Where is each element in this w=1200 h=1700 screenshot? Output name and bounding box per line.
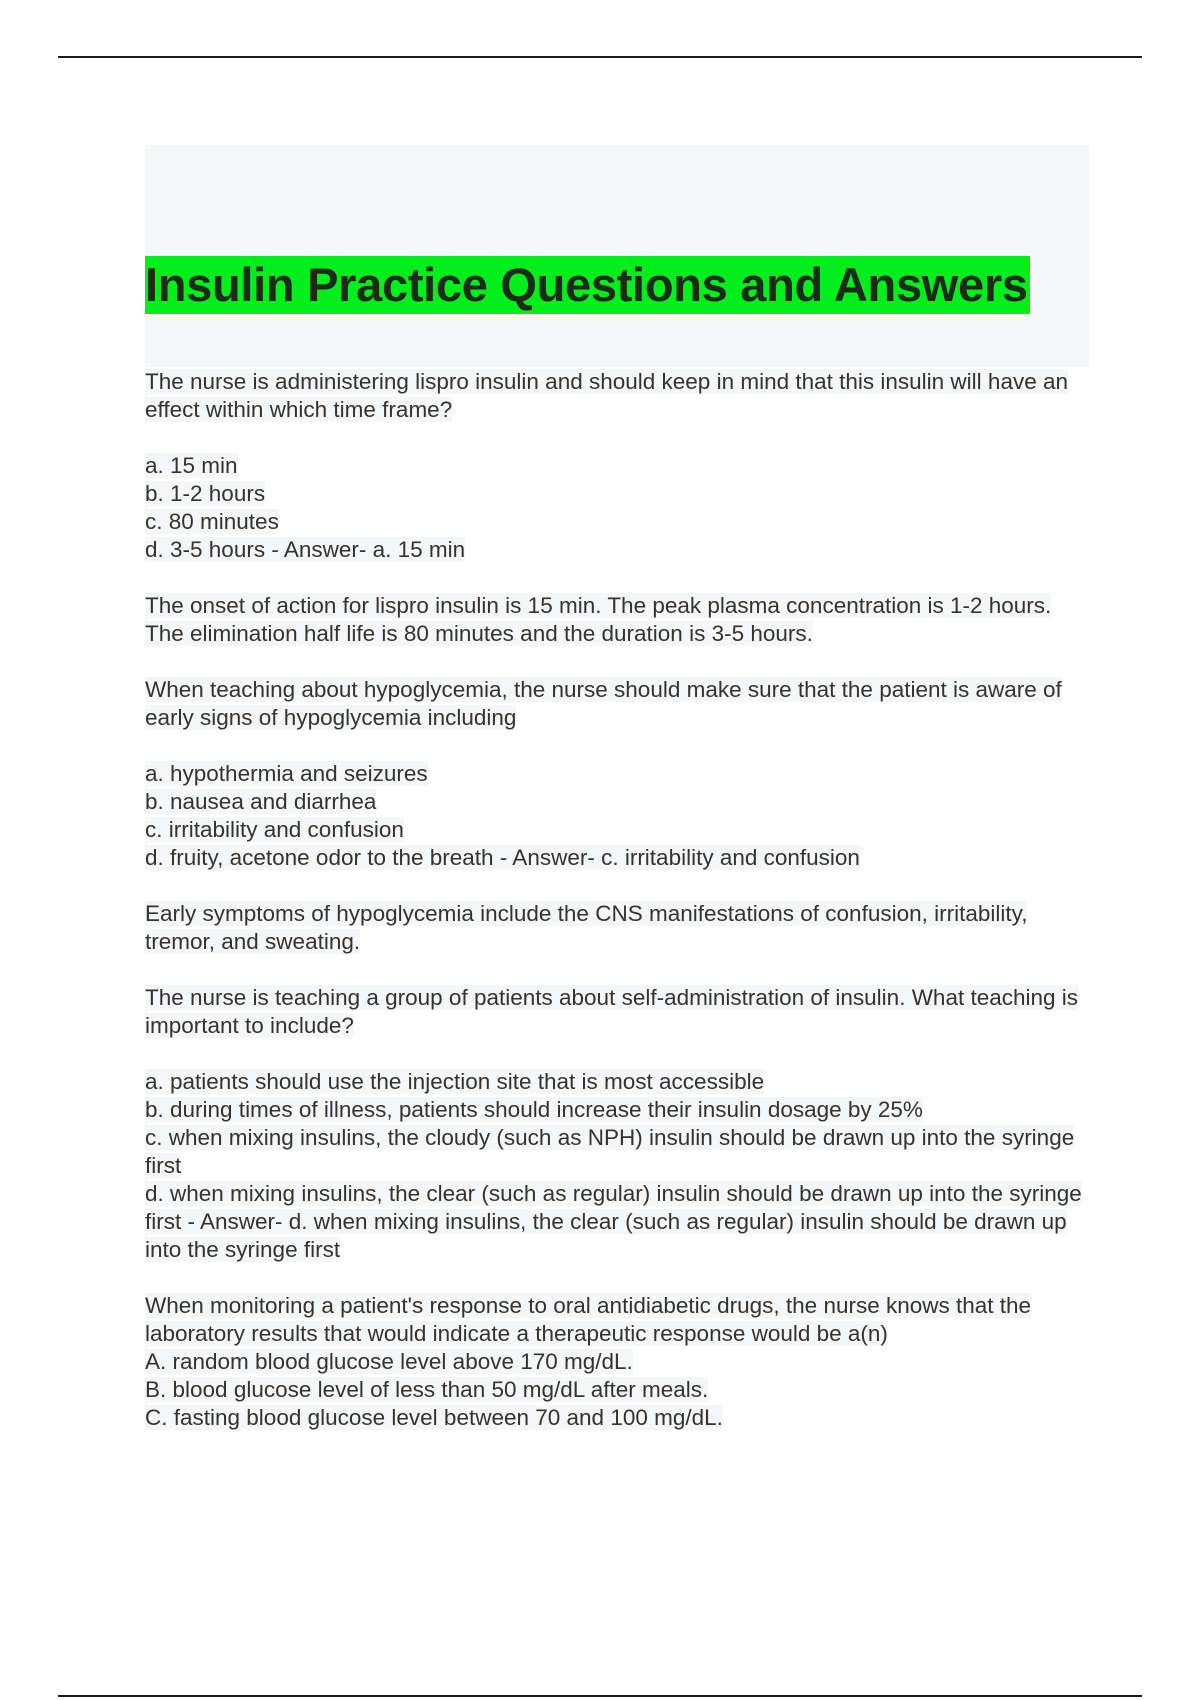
option-item: a. hypothermia and seizures (145, 761, 428, 786)
rationale-2-text: Early symptoms of hypoglycemia include the CNS manifestations of confusion, irritability, tremor, and sweating. (145, 901, 1028, 954)
question-3-options (145, 1068, 1085, 1264)
option-item-answer: d. when mixing insulins, the clear (such as regular) insulin should be drawn up into the syringe first - Answer- d. when mixing insulins, the clear (such as regular) insulin should be drawn up into the syringe first (145, 1181, 1082, 1262)
question-1-options (145, 452, 1085, 564)
option-item: c. irritability and confusion (145, 817, 404, 842)
bottom-rule (58, 1695, 1142, 1697)
question-2-options (145, 760, 1085, 872)
question-4-text: When monitoring a patient's response to oral antidiabetic drugs, the nurse knows that the laboratory results that would indicate a therapeutic response would be a(n) (145, 1293, 1032, 1346)
rationale-1 (145, 592, 1085, 648)
document-body (145, 368, 1085, 1460)
rationale-2 (145, 900, 1085, 956)
option-item: c. when mixing insulins, the cloudy (such as NPH) insulin should be drawn up into the syringe first (145, 1125, 1075, 1178)
option-item: a. 15 min (145, 453, 238, 478)
option-item: C. fasting blood glucose level between 70 and 100 mg/dL. (145, 1405, 723, 1430)
option-item-answer: d. fruity, acetone odor to the breath - Answer- c. irritability and confusion (145, 845, 860, 870)
option-item: c. 80 minutes (145, 509, 279, 534)
option-item: a. patients should use the injection site that is most accessible (145, 1069, 765, 1094)
option-item: b. nausea and diarrhea (145, 789, 377, 814)
option-item: B. blood glucose level of less than 50 mg/dL after meals. (145, 1377, 709, 1402)
question-4 (145, 1292, 1085, 1348)
option-item: b. during times of illness, patients should increase their insulin dosage by 25% (145, 1097, 923, 1122)
question-1-text: The nurse is administering lispro insulin and should keep in mind that this insulin will have an effect within which time frame? (145, 369, 1068, 422)
question-2 (145, 676, 1085, 732)
question-2-text: When teaching about hypoglycemia, the nurse should make sure that the patient is aware of early signs of hypoglycemia including (145, 677, 1062, 730)
rationale-1-text: The onset of action for lispro insulin is 15 min. The peak plasma concentration is 1-2 hours. The elimination half life is 80 minutes and the duration is 3-5 hours. (145, 593, 1052, 646)
option-item: b. 1-2 hours (145, 481, 266, 506)
document-title: Insulin Practice Questions and Answers (145, 256, 1030, 314)
top-rule (58, 56, 1142, 58)
option-item: A. random blood glucose level above 170 mg/dL. (145, 1349, 633, 1374)
question-3-text: The nurse is teaching a group of patients about self-administration of insulin. What teaching is important to include? (145, 985, 1079, 1038)
question-3 (145, 984, 1085, 1040)
option-item-answer: d. 3-5 hours - Answer- a. 15 min (145, 537, 466, 562)
question-4-options (145, 1348, 1085, 1432)
question-1 (145, 368, 1085, 424)
